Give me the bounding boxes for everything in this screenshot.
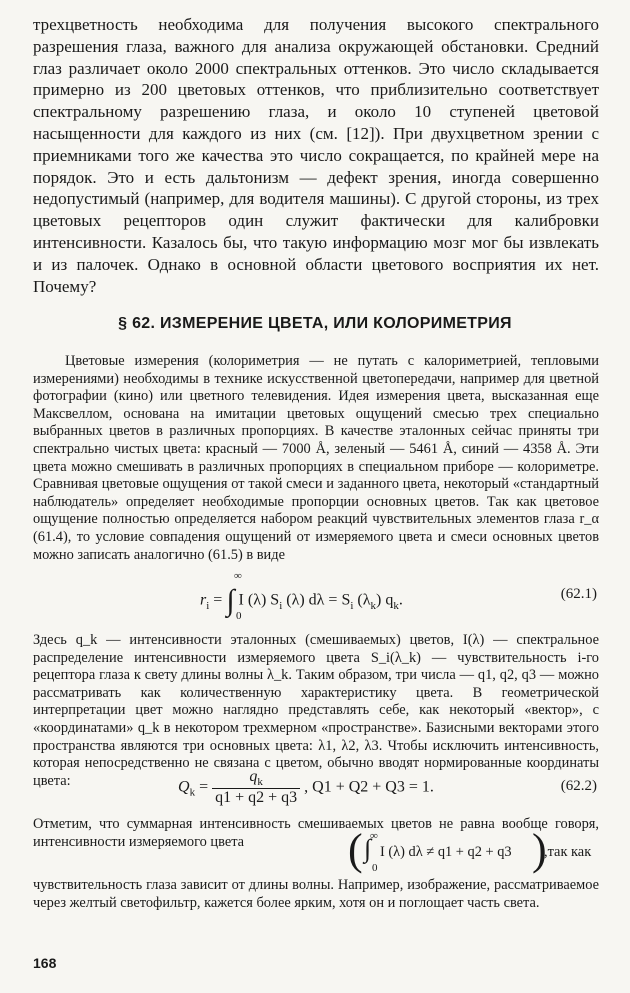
paragraph-intro: Цветовые измерения (колориметрия — не путать с калориметрией, тепловыми измерениями) необходимы в технике искусственной цветопередачи, например для цветной фотографии (кино) или цветного телевидения. Идея измерения цвета, высказанная еще Максвеллом, основана на имитации цветовых ощущений смесью трех специально выбранных цветов в различных пропорциях. В качестве эталонных сейчас приняты три спектрально чистых цвета: красный — 7000 Å, зеленый — 5461 Å, синий — 4358 Å. Эти цвета можно смешивать в различных пропорциях в специальном приборе — колориметре. Сравнивая цветовые ощущения от такой смеси и заданного цвета, некоторый «стандартный наблюдатель» определяет необходимые пропорции основных цветов. Так как цветовое ощущение полностью определяется набором реакций чувствительных элементов глаза r_α (61.4), то условие совпадения ощущений от измеряемого цвета и смеси основных цветов можно записать аналогично (61.5) в виде (33, 353, 599, 563)
page-number: 168 (33, 955, 57, 971)
equation-62-1: $r_i$ = ∫ I (λ) $S_i$ (λ) $d\lambda = S_i$ $(\lambda_k)$ $q_k$. ∞ 0 (62.1) (200, 570, 597, 622)
integral-sign: ∫ (226, 584, 235, 617)
integral-upper-limit: ∞ (234, 570, 242, 582)
equation-number-62-2: (62.2) (560, 778, 597, 794)
paragraph-top: трехцветность необходима для получения высокого спектрального разрешения глаза, важного для анализа окружающей обстановки. Средний глаз различает около 2000 спектральных оттенков. Это число складывается примерно из 200 цветовых оттенков, что приблизительно соответствует спектральному разрешению глаза, и около 10 ступеней цветовой насыщенности для каждого из них (см. [12]). При двухцветном зрении с приемниками того же качества это число сокращается, по крайней мере на порядок. Это и есть дальтонизм — дефект зрения, иногда совершенно недопустимый (например, для водителя машины). С другой стороны, из трех цветовых рецепторов один служит фактически для калибровки интенсивности. Казалось бы, что такую информацию мозг мог бы извлекать и из палочек. Однако в основной области цветового восприятия их нет. Почему? (33, 15, 599, 296)
section-heading: § 62. ИЗМЕРЕНИЕ ЦВЕТА, ИЛИ КОЛОРИМЕТРИЯ (118, 315, 512, 332)
inline-integral-expression: ( ∞ ∫ 0 I (λ) dλ ≠ q1 + q2 + q3 ) ,так как (348, 825, 592, 874)
paragraph-end: Отметим, что суммарная интенсивность смешиваемых цветов не равна вообще говоря, интенсивности измеряемого цвета (33, 816, 599, 850)
integral-lower-limit: 0 (236, 610, 242, 622)
fraction: $\frac{q_k}{q1 + q2 + q3}$ (212, 768, 300, 807)
eq1-body: I (λ) S (238, 591, 280, 609)
paragraph-mid: Здесь q_k — интенсивности эталонных (смешиваемых) цветов, I(λ) — спектральное распределение интенсивности измеряемого цвета S_i(λ_k) — чувствительность i-го рецептора глаза к свету длины волны λ_k. Таким образом, три числа — q1, q2, q3 — можно рассматривать как количественную характеристику цвета. В геометрической интерпретации цвет можно наглядно представлять себе, как некоторый «вектор», с «координатами» q_k в некотором трехмерном «пространстве». Базисными векторами этого пространства являются три основных цвета: λ1, λ2, λ3. Чтобы исключить интенсивность, которая непосредственно не связана с цветом, обычно вводят нормированные координаты цвета: (33, 632, 599, 789)
eq1-lhs: r (200, 591, 207, 609)
eq1-lhs-sub: i (206, 599, 210, 612)
equation-62-2: $Q_k$ = $\frac{q_k}{q1 + q2 + q3}$ , Q1 + Q2 + Q3 = 1. (62.2) (178, 768, 597, 807)
equation-number-62-1: (62.1) (560, 586, 597, 602)
paragraph-end-continued: чувствительность глаза зависит от длины волны. Например, изображение, рассматриваемое через желтый светофильтр, кажется более ярким, хотя он и поглощает часть света. (33, 877, 599, 911)
